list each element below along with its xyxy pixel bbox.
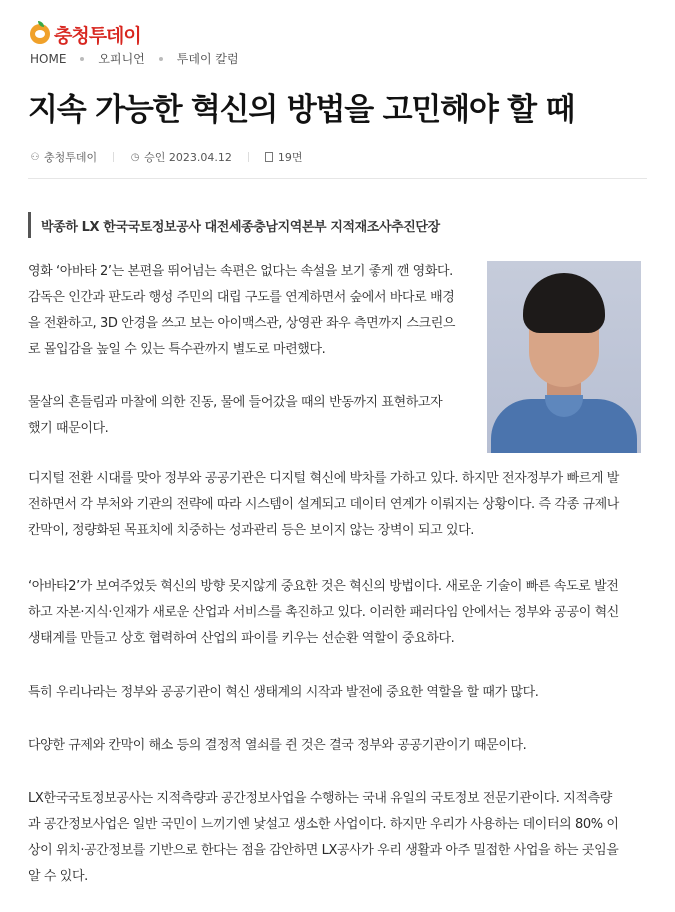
- meta-date: [130, 149, 232, 165]
- author-photo: [487, 261, 641, 453]
- header-divider: [28, 178, 647, 179]
- person-icon: ⚇: [30, 151, 40, 163]
- article-paragraph: [28, 466, 619, 544]
- paragraph-line: 전하면서 각 부처와 기관의 전략에 따라 시스템이 설계되고 데이터 연계가 이뤄지는 상황이다. 즉 각종 규제나: [28, 497, 619, 512]
- paragraph-line: 알 수 있다.: [28, 869, 88, 884]
- article-paragraph: [28, 259, 455, 363]
- logo-emblem-icon: [30, 24, 50, 44]
- paragraph-line: 을 전환하고, 3D 안경을 쓰고 보는 아이맥스관, 상영관 좌우 측면까지 스크린으: [28, 316, 456, 331]
- paragraph-line: 상이 위치·공간정보를 기반으로 한다는 점을 감안하면 LX공사가 우리 생활과 아주 밀접한 사업을 하는 곳임을: [28, 843, 619, 858]
- article-title: 지속 가능한 혁신의 방법을 고민해야 할 때: [28, 92, 575, 128]
- paragraph-line: 했기 때문이다.: [28, 421, 109, 436]
- meta-author: [30, 149, 97, 165]
- paragraph-line: LX한국국토정보공사는 지적측량과 공간정보사업을 수행하는 국내 유일의 국토정보 전문기관이다. 지적측량: [28, 791, 612, 806]
- breadcrumb-separator: [159, 57, 163, 61]
- site-logo[interactable]: [30, 22, 141, 46]
- paragraph-line: 로 몰입감을 높일 수 있는 특수관까지 별도로 마련했다.: [28, 342, 326, 357]
- author-name: 충청투데이: [44, 151, 98, 164]
- breadcrumb-separator: [80, 57, 84, 61]
- paragraph-line: 과 공간정보사업은 일반 국민이 느끼기엔 낯설고 생소한 사업이다. 하지만 우리가 사용하는 데이터의 80% 이: [28, 817, 619, 832]
- paragraph-line: 하고 자본·지식·인재가 새로운 산업과 서비스를 촉진하고 있다. 이러한 패러다임 안에서는 정부와 공공이 혁신: [28, 605, 619, 620]
- paragraph-line: 디지털 전환 시대를 맞아 정부와 공공기관은 디지털 혁신에 박차를 가하고 있다. 하지만 전자정부가 빠르게 발: [28, 471, 619, 486]
- page-number: 19면: [277, 151, 303, 164]
- clock-icon: ◷: [130, 151, 140, 163]
- logo-text: 충청투데이: [54, 24, 141, 47]
- meta-page: [265, 149, 303, 165]
- article-meta: [30, 149, 319, 165]
- approved-date: 승인 2023.04.12: [144, 151, 232, 164]
- article-paragraph: [28, 733, 526, 759]
- article-paragraph: [28, 390, 442, 442]
- breadcrumb: [30, 50, 239, 67]
- breadcrumb-today-column[interactable]: 투데이 칼럼: [176, 52, 239, 66]
- paragraph-line: 감독은 인간과 판도라 행성 주민의 대립 구도를 연계하면서 숲에서 바다로 배경: [28, 290, 455, 305]
- document-icon: [265, 152, 273, 162]
- article-paragraph: [28, 574, 619, 652]
- paragraph-line: 칸막이, 정량화된 목표치에 치중하는 성과관리 등은 보이지 않는 장벽이 되고 있다.: [28, 523, 475, 538]
- paragraph-line: 물살의 흔들림과 마찰에 의한 진동, 물에 들어갔을 때의 반동까지 표현하고자: [28, 395, 443, 410]
- paragraph-line: 특히 우리나라는 정부와 공공기관이 혁신 생태계의 시작과 발전에 중요한 역할을 할 때가 많다.: [28, 685, 539, 700]
- paragraph-line: 다양한 규제와 칸막이 해소 등의 결정적 열쇠를 쥔 것은 결국 정부와 공공기관이기 때문이다.: [28, 738, 527, 753]
- paragraph-line: 영화 ‘아바타 2’는 본편을 뛰어넘는 속편은 없다는 속설을 보기 좋게 깬 영화다.: [28, 264, 453, 279]
- article-byline: 박종하 LX 한국국토정보공사 대전세종충남지역본부 지적재조사추진단장: [28, 212, 440, 238]
- meta-divider: [248, 152, 249, 162]
- breadcrumb-opinion[interactable]: 오피니언: [98, 52, 145, 66]
- breadcrumb-home[interactable]: HOME: [30, 51, 67, 66]
- paragraph-line: ‘아바타2’가 보여주었듯 혁신의 방향 못지않게 중요한 것은 혁신의 방법이다. 새로운 기술이 빠른 속도로 발전: [28, 579, 619, 594]
- paragraph-line: 생태계를 만들고 상호 협력하여 산업의 파이를 키우는 선순환 역할이 중요하다.: [28, 631, 455, 646]
- meta-divider: [113, 152, 114, 162]
- article-paragraph: [28, 786, 619, 890]
- article-paragraph: [28, 680, 539, 706]
